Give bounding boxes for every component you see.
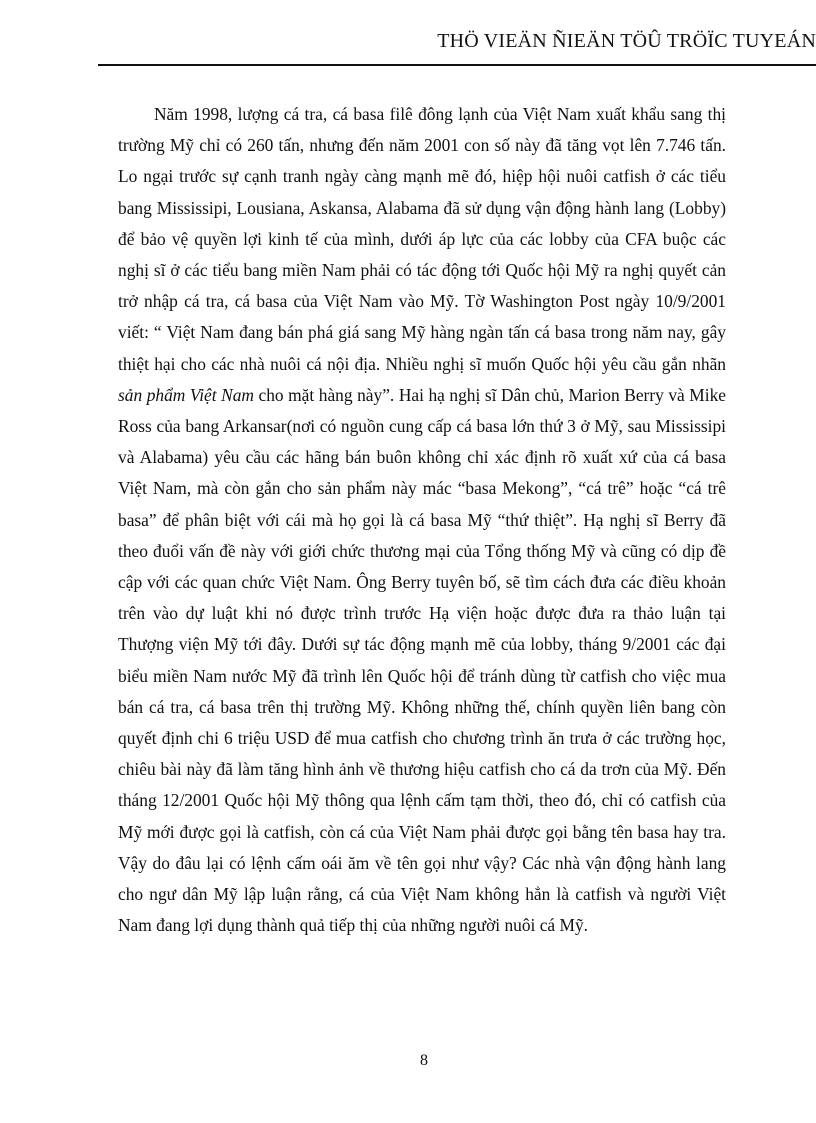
- paragraph-text-part2: cho mặt hàng này”. Hai hạ nghị sĩ Dân chủ, Marion Berry và Mike Ross của bang Arkansar(nơi có nguồn cung cấp cá basa lớn thứ 3 ở Mỹ, sau Mississipi và Alabama) yêu cầu các hãng bán buôn không chỉ xác định rõ xuất xứ của cá basa Việt Nam, mà còn gắn cho sản phẩm này mác “basa Mekong”, “cá trê” hoặc “cá trê basa” để phân biệt với cái mà họ gọi là cá basa Mỹ “thứ thiệt”. Hạ nghị sĩ Berry đã theo đuổi vấn đề này với giới chức thương mại của Tổng thống Mỹ và cũng có dịp đề cập với các quan chức Việt Nam. Ông Berry tuyên bố, sẽ tìm cách đưa các điều khoản trên vào dự luật khi nó được trình trước Hạ viện hoặc được đưa ra thảo luận tại Thượng viện Mỹ tới đây. Dưới sự tác động mạnh mẽ của lobby, tháng 9/2001 các đại biểu miền Nam nước Mỹ đã trình lên Quốc hội để tránh dùng từ catfish cho việc mua bán cá tra, cá basa trên thị trường Mỹ. Không những thế, chính quyền liên bang còn quyết định chi 6 triệu USD để mua catfish cho chương trình ăn trưa ở các trường học, chiêu bài này đã làm tăng hình ảnh về thương hiệu catfish cho cá da trơn của Mỹ. Đến tháng 12/2001 Quốc hội Mỹ thông qua lệnh cấm tạm thời, theo đó, chỉ có catfish của Mỹ mới được gọi là catfish, còn cá của Việt Nam phải được gọi bằng tên basa hay tra. Vậy do đâu lại có lệnh cấm oái ăm về tên gọi như vậy? Các nhà vận động hành lang cho ngư dân Mỹ lập luận rằng, cá của Việt Nam không hẳn là catfish và người Việt Nam đang lợi dụng thành quả tiếp thị của những người nuôi cá Mỹ.: [118, 384, 727, 936]
- paragraph-italic-phrase: sản phẩm Việt Nam: [118, 384, 254, 405]
- body-paragraph: [118, 99, 726, 941]
- page-number: 8: [420, 1052, 428, 1069]
- page-header-title: THÖ VIEÄN ÑIEÄN TÖÛ TRÖÏC TUYEÁN: [437, 30, 816, 52]
- paragraph-text-part1: Năm 1998, lượng cá tra, cá basa filê đông lạnh của Việt Nam xuất khẩu sang thị trường Mỹ chỉ có 260 tấn, nhưng đến năm 2001 con số này đã tăng vọt lên 7.746 tấn. Lo ngại trước sự cạnh tranh ngày càng mạnh mẽ đó, hiệp hội nuôi catfish ở các tiểu bang Mississipi, Lousiana, Askansa, Alabama đã sử dụng vận động hành lang (Lobby) để bảo vệ quyền lợi kinh tế của mình, dưới áp lực của các lobby của CFA buộc các nghị sĩ ở các tiểu bang miền Nam phải có tác động tới Quốc hội Mỹ ra nghị quyết cản trở nhập cá tra, cá basa của Việt Nam vào Mỹ. Tờ Washington Post ngày 10/9/2001 viết: “ Việt Nam đang bán phá giá sang Mỹ hàng ngàn tấn cá basa trong năm nay, gây thiệt hại cho các nhà nuôi cá nội địa. Nhiều nghị sĩ muốn Quốc hội yêu cầu gắn nhãn: [118, 104, 726, 374]
- header-divider: [98, 64, 816, 66]
